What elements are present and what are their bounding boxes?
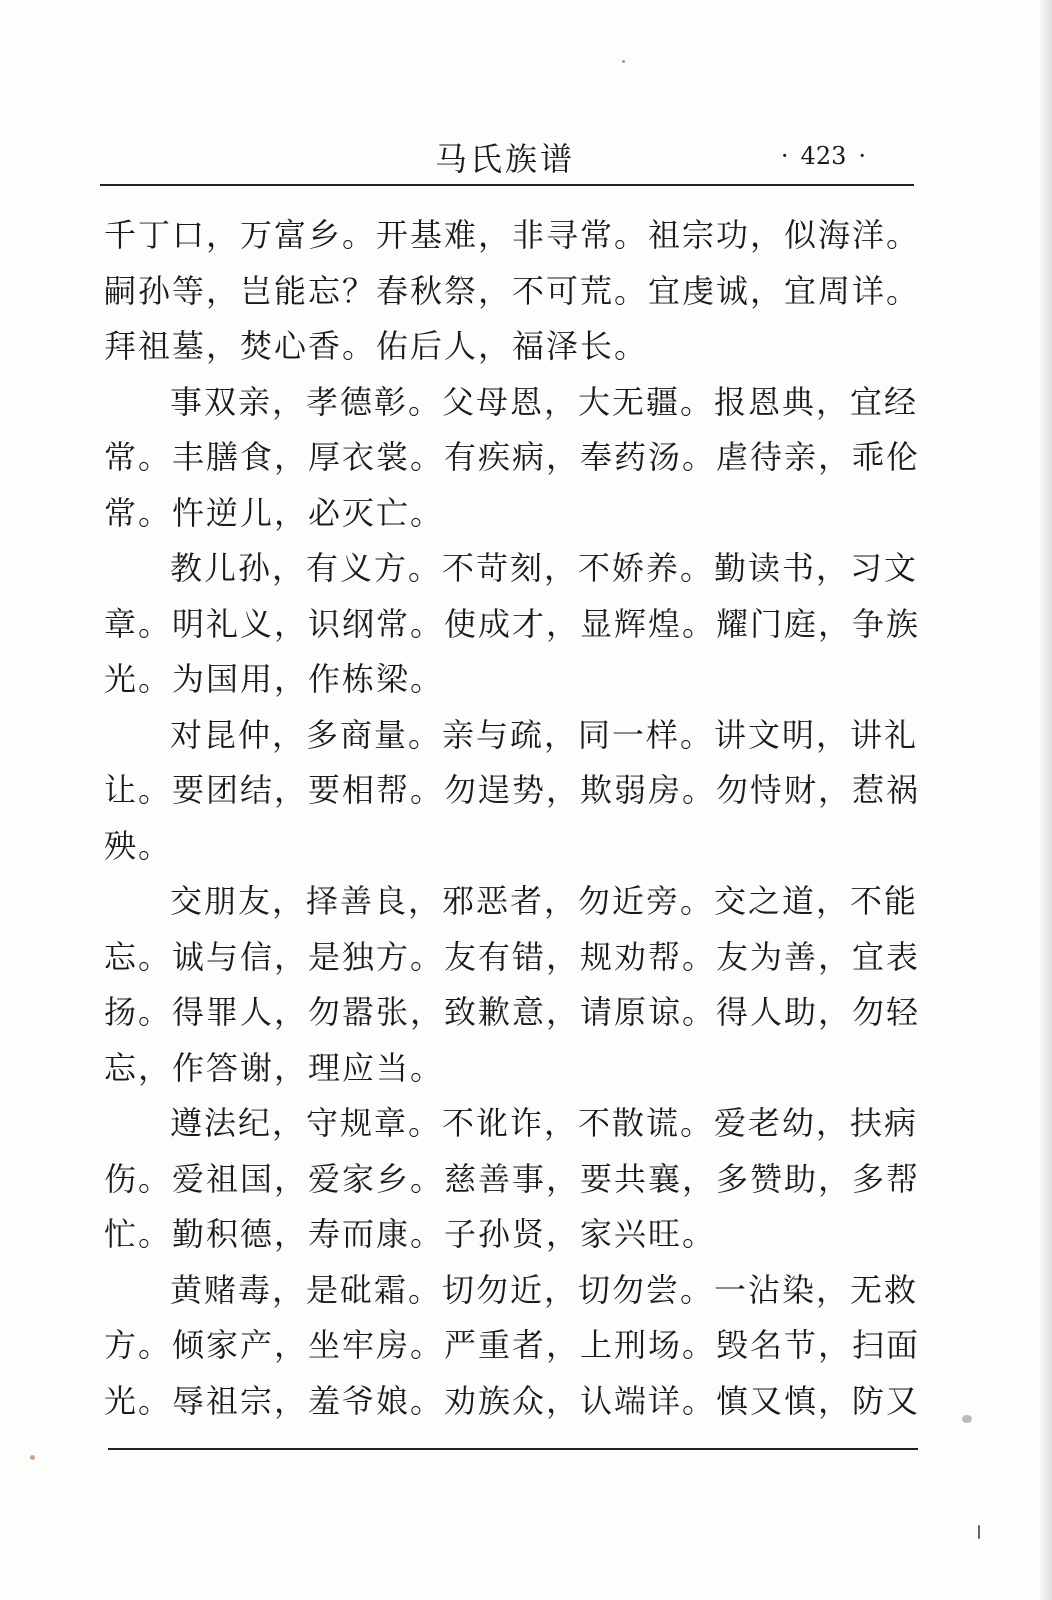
text-line: 事双亲，孝德彰。父母恩，大无疆。报恩典，宜经	[170, 382, 919, 421]
text-line: 拜祖墓，焚心香。佑后人，福泽长。	[104, 327, 649, 365]
text-line: 章。明礼义，识纲常。使成才，显辉煌。耀门庭，争族	[104, 604, 921, 643]
text-line: 嗣孙等，岂能忘？春秋祭，不可荒。宜虔诚，宜周详。	[104, 271, 921, 310]
scan-speck	[622, 60, 625, 63]
page-number-dot-left: ·	[780, 142, 789, 170]
text-line: 光。辱祖宗，羞爷娘。劝族众，认端详。慎又慎，防又	[104, 1381, 921, 1420]
text-line: 殃。	[104, 826, 173, 865]
text-line: 交朋友，择善良，邪恶者，勿近旁。交之道，不能	[170, 882, 919, 920]
page-edge-shadow	[1038, 0, 1052, 1600]
text-line: 忙。勤积德，寿而康。子孙贤，家兴旺。	[104, 1215, 717, 1253]
page-number-dot-right: ·	[858, 142, 866, 170]
text-line: 伤。爱祖国，爱家乡。慈善事，要共襄，多赞助，多帮	[104, 1159, 921, 1198]
scan-speck	[30, 1455, 35, 1460]
page-number	[769, 142, 878, 170]
text-line: 黄赌毒，是砒霜。切勿近，切勿尝。一沾染，无救	[170, 1270, 919, 1309]
scan-speck	[962, 1415, 972, 1423]
text-line: 对昆仲，多商量。亲与疏，同一样。讲文明，讲礼	[170, 715, 919, 754]
body-text	[104, 208, 924, 1429]
text-line: 忘。诚与信，是独方。友有错，规劝帮。友为善，宜表	[104, 937, 921, 976]
text-line: 光。为国用，作栋梁。	[104, 660, 445, 698]
text-line: 教儿孙，有义方。不苛刻，不娇养。勤读书，习文	[170, 549, 919, 587]
text-line: 常。丰膳食，厚衣裳。有疾病，奉药汤。虐待亲，乖伦	[104, 438, 921, 476]
text-line: 遵法纪，守规章。不讹诈，不散谎。爱老幼，扶病	[170, 1104, 919, 1142]
text-line: 方。倾家产，坐牢房。严重者，上刑场。毁名节，扫面	[104, 1326, 921, 1364]
text-line: 千丁口，万富乡。开基难，非寻常。祖宗功，似海洋。	[104, 216, 921, 254]
running-title: 马氏族谱	[435, 140, 576, 178]
text-line: 扬。得罪人，勿嚣张，致歉意，请原谅。得人助，勿轻	[104, 993, 921, 1031]
footer-rule	[108, 1448, 918, 1450]
page-header	[100, 128, 914, 184]
text-line: 忘，作答谢，理应当。	[104, 1048, 445, 1087]
text-line: 让。要团结，要相帮。勿逞势，欺弱房。勿恃财，惹祸	[104, 771, 921, 809]
text-line: 常。忤逆儿，必灭亡。	[104, 493, 445, 532]
page-number-value: 423	[800, 142, 847, 170]
header-rule	[100, 184, 914, 186]
scan-speck	[978, 1525, 980, 1539]
